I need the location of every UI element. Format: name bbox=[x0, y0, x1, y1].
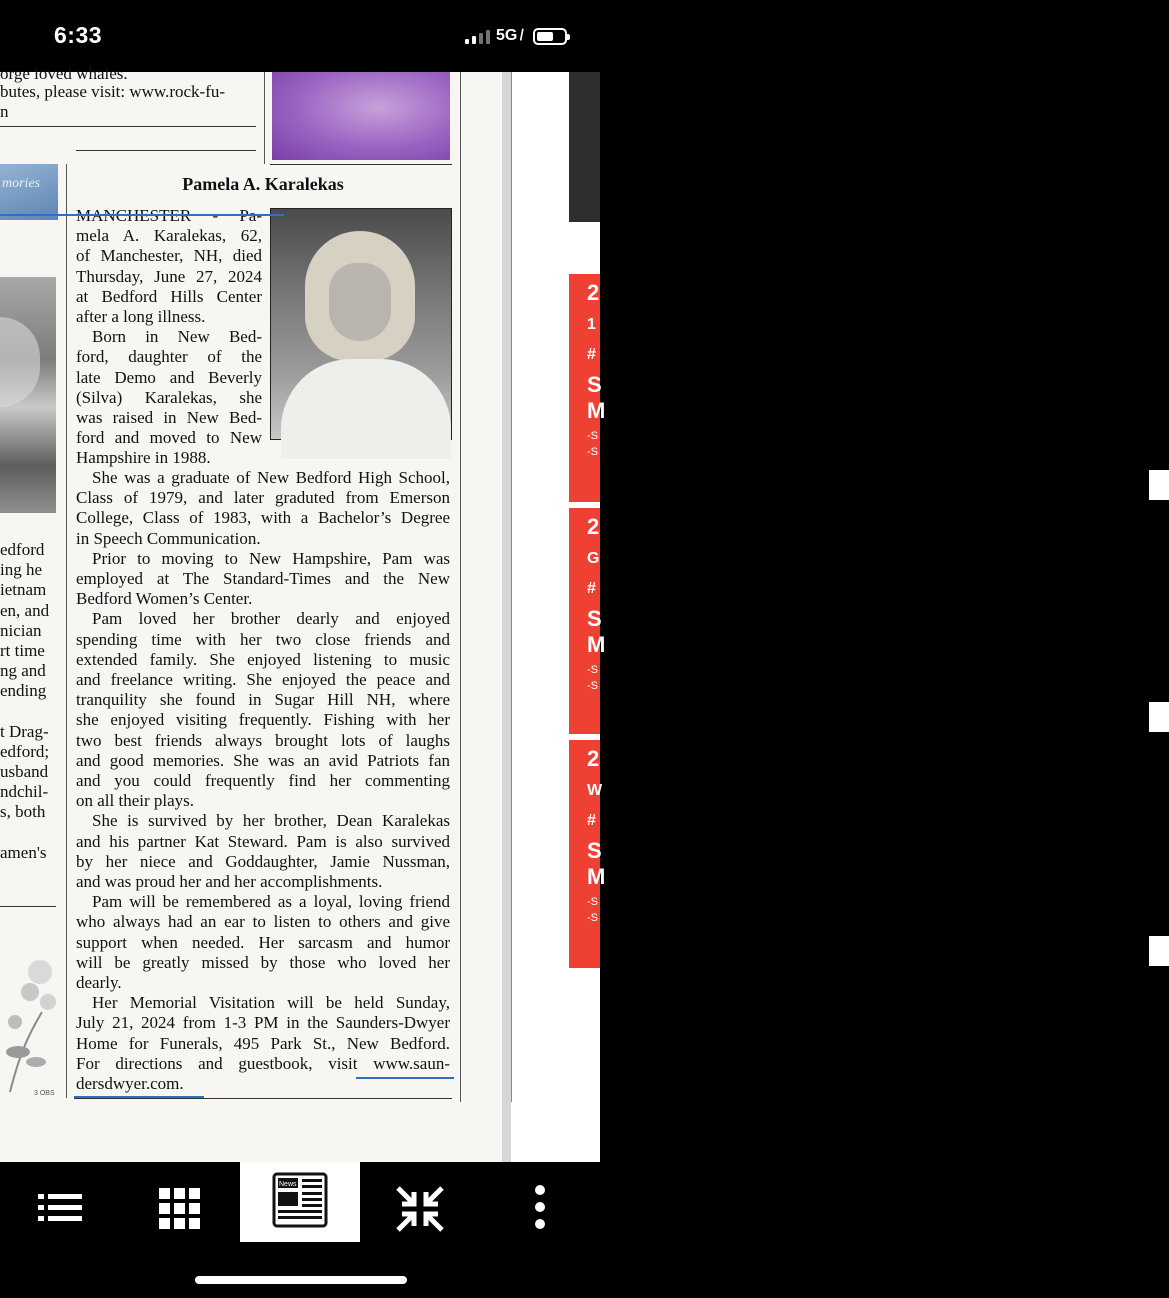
obituary-line: Hampshire in 1988. bbox=[76, 448, 211, 468]
obituary-line: at Bedford Hills Center bbox=[76, 286, 262, 306]
obituary-line: was raised in New Bed- bbox=[76, 408, 262, 428]
text-fragment: ietnam bbox=[0, 580, 47, 600]
divider bbox=[264, 72, 265, 164]
clock: 6:33 bbox=[54, 22, 103, 48]
list-view-button[interactable] bbox=[30, 1180, 90, 1236]
obituary-line: ford, daughter of the bbox=[76, 347, 262, 367]
obituary-line: two best friends always brought lots of laughs bbox=[76, 730, 450, 750]
portrait-photo bbox=[270, 208, 452, 440]
list-icon bbox=[30, 1180, 90, 1236]
obituary-line: She is survived by her brother, Dean Karalekas bbox=[92, 811, 450, 831]
obituary-line: and freelance writing. She enjoyed the peace and bbox=[76, 670, 450, 690]
photo-credit: 3 OBS bbox=[34, 1090, 55, 1097]
obituary-line: Born in New Bed- bbox=[92, 327, 262, 347]
obituary-line: She was a graduate of New Bedford High School, bbox=[92, 468, 450, 487]
home-indicator[interactable] bbox=[195, 1276, 407, 1284]
left-column-text bbox=[0, 540, 49, 863]
obituary-line: Thursday, June 27, 2024 bbox=[76, 266, 262, 286]
flower-illustration bbox=[0, 952, 62, 1092]
purple-photo bbox=[272, 72, 450, 160]
obituary-line: extended family. She enjoyed listening to music bbox=[76, 649, 450, 669]
obituary-line: and his partner Kat Steward. Pam is also survived bbox=[76, 831, 450, 851]
obituary-line: July 21, 2024 from 1-3 PM in the Saunders-Dwyer bbox=[76, 1013, 450, 1033]
obituary-line: Prior to moving to New Hampshire, Pam was bbox=[92, 548, 450, 568]
memories-badge bbox=[0, 164, 58, 220]
link-underline bbox=[74, 1096, 204, 1098]
text-fragment: n bbox=[0, 102, 9, 121]
obituary-link-line[interactable]: For directions and guestbook, visit www.saun- bbox=[76, 1053, 450, 1073]
obituary-line: by her niece and Goddaughter, Jamie Nussman, bbox=[76, 851, 450, 871]
obituary-line: College, Class of 1983, with a Bachelor’s Degree bbox=[76, 508, 450, 528]
obituary-line: she enjoyed visiting frequently. Fishing with her bbox=[76, 710, 450, 730]
annotation-line bbox=[0, 214, 284, 216]
next-page-header bbox=[569, 72, 600, 222]
man-photo bbox=[0, 277, 56, 513]
page-viewer[interactable] bbox=[0, 64, 606, 1162]
obituary-line: dearly. bbox=[76, 973, 122, 993]
divider bbox=[0, 906, 56, 907]
newspaper-page[interactable] bbox=[0, 64, 502, 1162]
more-options-button[interactable] bbox=[510, 1180, 570, 1236]
obituary-line: ford and moved to New bbox=[76, 428, 262, 448]
obituary-line: in Speech Communication. bbox=[76, 528, 261, 548]
obituary-line: tranquility she found in Sugar Hill NH, where bbox=[76, 690, 450, 710]
text-fragment: butes, please visit: www.rock-fu- bbox=[0, 82, 226, 101]
text-fragment: en, and bbox=[0, 600, 50, 620]
obituary-line: and good memories. She was an avid Patriots fan bbox=[76, 750, 450, 770]
text-fragment: usband bbox=[0, 762, 49, 782]
text-fragment: ndchil- bbox=[0, 782, 49, 802]
divider bbox=[0, 126, 256, 127]
obituary-line: after a long illness. bbox=[76, 307, 206, 327]
obituary-wide-column bbox=[76, 468, 450, 1094]
obituary-line: who always had an ear to listen to others and give bbox=[76, 912, 450, 932]
battery-icon bbox=[533, 28, 567, 45]
news-view-button[interactable] bbox=[240, 1162, 360, 1242]
obituary-line: will be greatly missed by those who loved her bbox=[76, 952, 450, 972]
obituary-link-line[interactable]: dersdwyer.com. bbox=[76, 1074, 184, 1094]
text-fragment: amen's bbox=[0, 842, 47, 862]
text-fragment: rt time bbox=[0, 641, 45, 661]
newspaper-icon bbox=[240, 1162, 360, 1242]
spacer bbox=[0, 702, 49, 722]
obituary-line: and you could frequently find her commenting bbox=[76, 771, 450, 791]
text-fragment: ending bbox=[0, 681, 47, 701]
next-page-card[interactable]: 2 1 # S M -S -S S bbox=[569, 274, 600, 502]
more-vertical-icon bbox=[510, 1180, 570, 1236]
grid-icon bbox=[150, 1180, 210, 1236]
text-fragment: orge loved whales. bbox=[0, 64, 128, 83]
obituary-line: Pam loved her brother dearly and enjoyed bbox=[92, 609, 450, 629]
obituary-line: Home for Funerals, 495 Park St., New Bedford. bbox=[76, 1033, 450, 1053]
network-type: 5G ̸ bbox=[496, 27, 522, 44]
column-divider bbox=[66, 164, 67, 1098]
obituary-line: support when needed. Her sarcasm and humor bbox=[76, 932, 450, 952]
divider bbox=[270, 164, 452, 165]
news-icon-label: News bbox=[279, 1181, 297, 1188]
divider bbox=[511, 72, 512, 1102]
obituary-line: Bedford Women’s Center. bbox=[76, 589, 253, 609]
grid-view-button[interactable] bbox=[150, 1180, 210, 1236]
link-underline bbox=[356, 1077, 454, 1079]
obituary-line: Her Memorial Visitation will be held Sunday, bbox=[92, 993, 450, 1013]
text-fragment: s, both bbox=[0, 802, 46, 822]
obituary-line: Class of 1979, and later graduted from Emerson bbox=[76, 488, 450, 508]
text-fragment: ing he bbox=[0, 560, 43, 580]
divider bbox=[76, 150, 256, 151]
obituary-line: Pam will be remembered as a loyal, loving friend bbox=[92, 892, 450, 912]
obituary-line: on all their plays. bbox=[76, 791, 195, 811]
next-page-card[interactable]: 2 G # S M -S -S S bbox=[569, 508, 600, 734]
text-fragment: nician bbox=[0, 620, 42, 640]
page-gutter bbox=[502, 72, 511, 1162]
obituary-narrow-column bbox=[76, 206, 262, 469]
text-fragment: ng and bbox=[0, 661, 46, 681]
text-fragment: edford bbox=[0, 540, 45, 559]
obituary-line: mela A. Karalekas, 62, bbox=[76, 226, 262, 246]
obituary-line bbox=[76, 206, 262, 226]
column-divider bbox=[460, 72, 461, 1102]
memories-badge-text: mories bbox=[2, 176, 41, 191]
obituary-line: spending time with her two close friends and bbox=[76, 629, 450, 649]
signal-icon bbox=[465, 30, 490, 44]
collapse-view-button[interactable] bbox=[390, 1180, 450, 1236]
obituary-line: (Silva) Karalekas, she bbox=[76, 387, 262, 407]
obituary-title: Pamela A. Karalekas bbox=[182, 174, 344, 194]
status-bar bbox=[0, 0, 600, 72]
obituary-line: of Manchester, NH, died bbox=[76, 246, 262, 266]
collapse-arrows-icon bbox=[390, 1180, 450, 1236]
article-bottom-rule bbox=[74, 1098, 452, 1099]
spacer bbox=[0, 823, 49, 843]
next-page-card[interactable]: 2 W # S M -S -S S bbox=[569, 740, 600, 968]
obituary-line: late Demo and Beverly bbox=[76, 367, 262, 387]
obituary-line: and was proud her and her accomplishments. bbox=[76, 872, 383, 892]
text-fragment: edford; bbox=[0, 741, 50, 761]
obituary-line: employed at The Standard-Times and the New bbox=[76, 569, 450, 589]
text-fragment: t Drag- bbox=[0, 721, 49, 741]
bottom-toolbar bbox=[0, 1162, 600, 1298]
